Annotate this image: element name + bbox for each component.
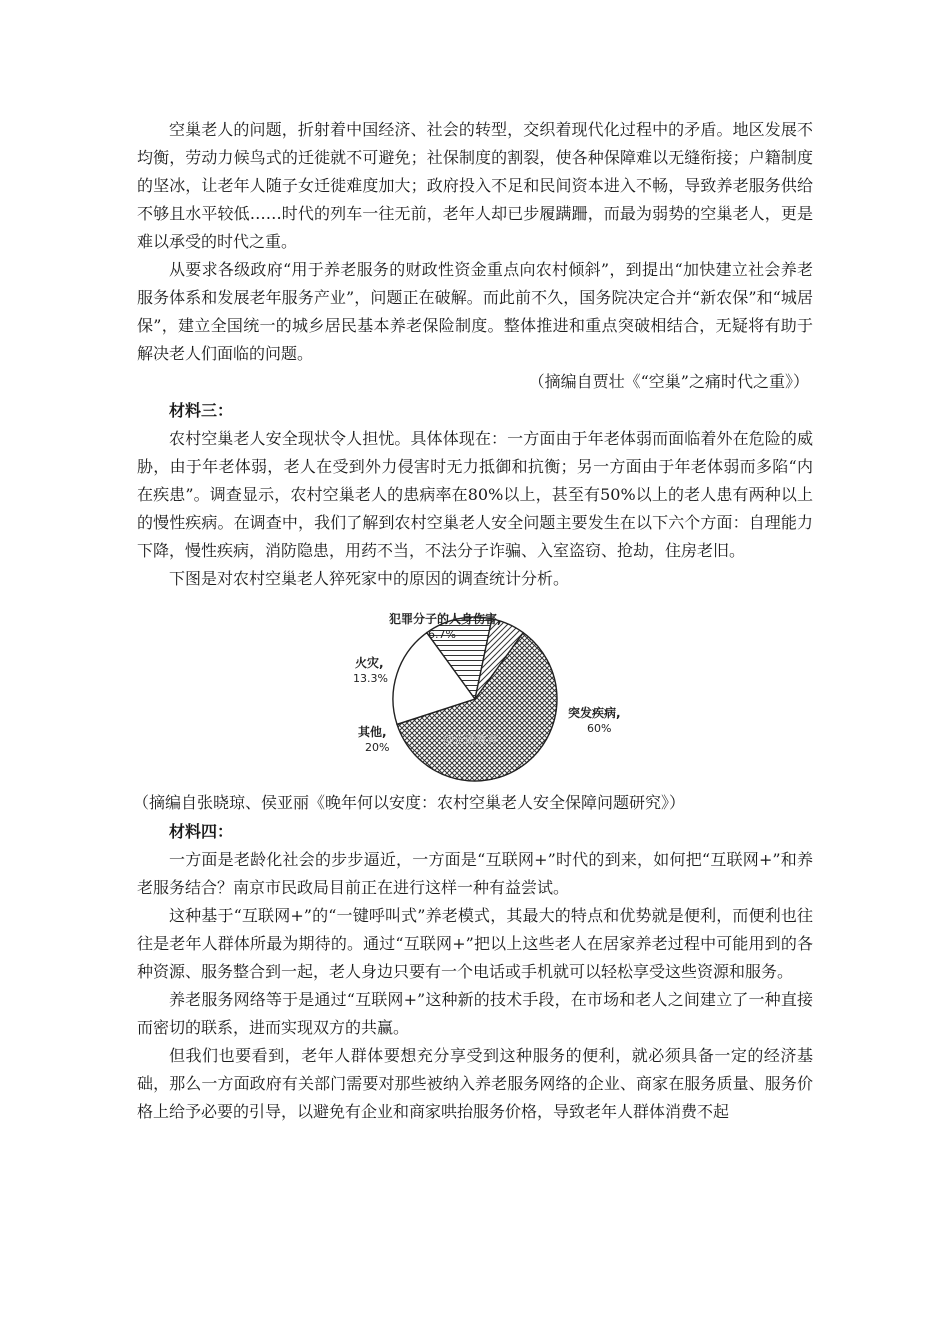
- value-other: 20%: [365, 741, 390, 754]
- value-sudden-illness: 60%: [587, 722, 612, 735]
- paragraph: 但我们也要看到，老年人群体要想充分享受到这种服务的便利，就必须具备一定的经济基础，那么一方面政府有关部门需要对那些被纳入养老服务网络的企业、商家在服务质量、服务价格上给予必要的引导，以避免有企业和商家哄抬服务价格，导致老年人群体消费不起: [137, 1046, 813, 1121]
- document-page: [133, 116, 813, 1126]
- paragraph: 下图是对农村空巢老人猝死家中的原因的调查统计分析。: [169, 569, 570, 588]
- pie-slices: [393, 617, 557, 781]
- section-heading: 材料三：: [169, 401, 234, 420]
- label-crime: 犯罪分子的人身伤害,: [389, 612, 502, 626]
- pie-chart-svg: [137, 593, 813, 789]
- section-heading: 材料四：: [169, 822, 234, 841]
- value-fire: 13.3%: [353, 672, 388, 685]
- paragraph: 养老服务网络等于是通过“互联网+”这种新的技术手段，在市场和老人之间建立了一种直接而密切的联系，进而实现双方的共赢。: [137, 990, 813, 1037]
- paragraph: 一方面是老龄化社会的步步逼近，一方面是“互联网+”时代的到来，如何把“互联网+”和养老服务结合？南京市民政局目前正在进行这样一种有益尝试。: [137, 850, 813, 897]
- paragraph: 空巢老人的问题，折射着中国经济、社会的转型，交织着现代化过程中的矛盾。地区发展不均衡，劳动力候鸟式的迁徙就不可避免；社保制度的割裂，使各种保障难以无缝衔接；户籍制度的坚冰，让老年人随子女迁徙难度加大；政府投入不足和民间资本进入不畅，导致养老服务供给不够且水平较低……时代的列车一往无前，老年人却已步履蹒跚，而最为弱势的空巢老人，更是难以承受的时代之重。: [137, 120, 813, 251]
- paragraph: 从要求各级政府“用于养老服务的财政性资金重点向农村倾斜”，到提出“加快建立社会养老服务体系和发展老年服务产业”，问题正在破解。而此前不久，国务院决定合并“新农保”和“城居保”，建立全国统一的城乡居民基本养老保险制度。整体推进和重点突破相结合，无疑将有助于解决老人们面临的问题。: [137, 260, 813, 363]
- label-sudden-illness: 突发疾病,: [568, 706, 621, 720]
- source-citation: （摘编自张晓琼、侯亚丽《晚年何以安度：农村空巢老人安全保障问题研究》）: [133, 793, 686, 812]
- source-citation: （摘编自贾壮《“空巢”之痛时代之重》）: [528, 372, 809, 391]
- pie-chart: [137, 593, 813, 789]
- paragraph: 农村空巢老人安全现状令人担忧。具体体现在：一方面由于年老体弱而面临着外在危险的威胁，由于年老体弱，老人在受到外力侵害时无力抵御和抗衡；另一方面由于年老体弱而多陷“内在疾患”。调查显示，农村空巢老人的患病率在80%以上，甚至有50%以上的老人患有两种以上的慢性疾病。在调查中，我们了解到农村空巢老人安全问题主要发生在以下六个方面：自理能力下降，慢性疾病，消防隐患，用药不当，不法分子诈骗、入室盗窃、抢劫，住房老旧。: [137, 429, 813, 560]
- label-fire: 火灾,: [355, 656, 384, 670]
- value-crime: 6.7%: [428, 628, 456, 641]
- watermark: @正确教育: [443, 733, 498, 746]
- label-other: 其他,: [358, 725, 387, 739]
- paragraph: 这种基于“互联网+”的“一键呼叫式”养老模式，其最大的特点和优势就是便利，而便利也往往是老年人群体所最为期待的。通过“互联网+”把以上这些老人在居家养老过程中可能用到的各种资源、服务整合到一起，老人身边只要有一个电话或手机就可以轻松享受这些资源和服务。: [137, 906, 813, 981]
